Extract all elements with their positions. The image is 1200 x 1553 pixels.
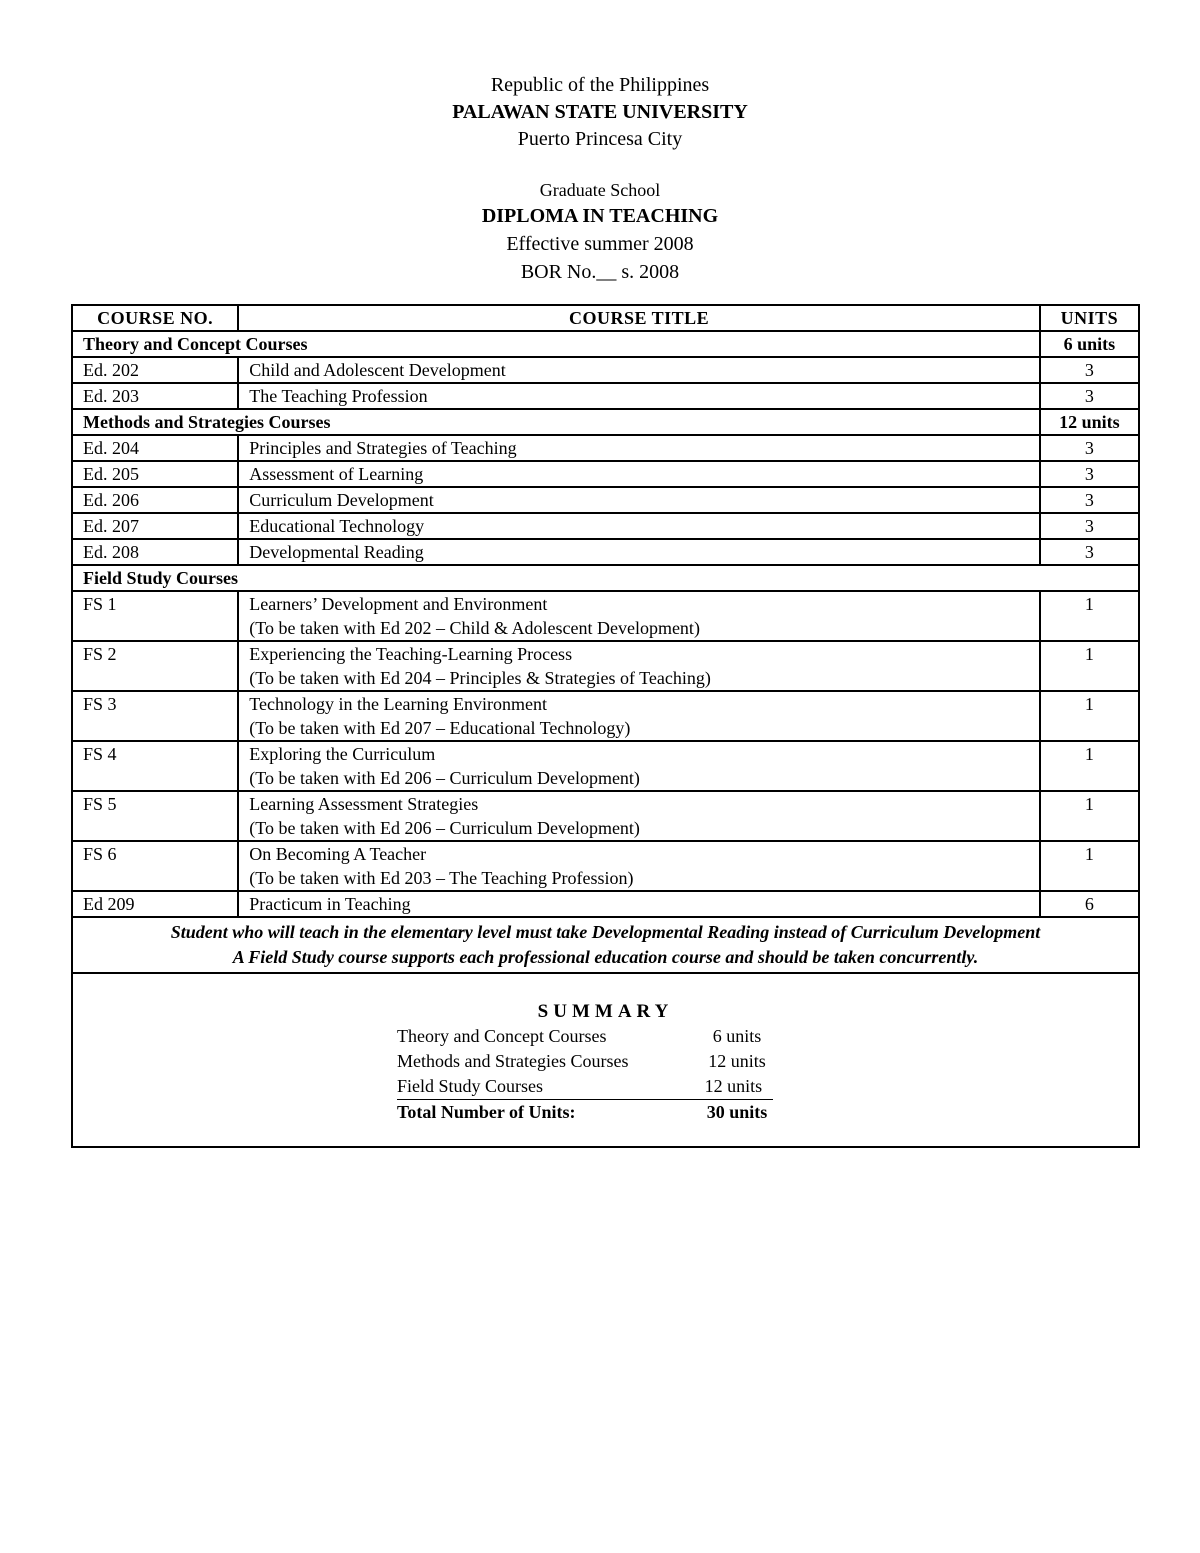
course-units: 3	[1040, 513, 1139, 539]
course-note: (To be taken with Ed 202 – Child & Adolescent Development)	[249, 618, 700, 638]
course-units: 1	[1040, 741, 1139, 791]
document-header	[0, 72, 1200, 286]
summary-value: 6 units	[712, 1026, 762, 1046]
summary-item	[397, 1049, 777, 1074]
table-row-practicum	[72, 891, 1139, 917]
course-units: 3	[1040, 461, 1139, 487]
course-title: The Teaching Profession	[238, 383, 1040, 409]
course-units: 1	[1040, 791, 1139, 841]
course-title: Assessment of Learning	[238, 461, 1040, 487]
table-row	[72, 591, 1139, 641]
course-title: Practicum in Teaching	[238, 891, 1040, 917]
course-note: (To be taken with Ed 206 – Curriculum Development)	[249, 818, 640, 838]
course-note: (To be taken with Ed 203 – The Teaching Profession)	[249, 868, 634, 888]
course-title: Exploring the Curriculum	[249, 744, 436, 764]
summary-item	[397, 1074, 773, 1100]
course-title: Learners’ Development and Environment	[249, 594, 548, 614]
category-label: Field Study Courses	[72, 565, 1139, 591]
notes-row	[72, 917, 1139, 973]
course-no: Ed. 205	[72, 461, 238, 487]
course-units: 3	[1040, 487, 1139, 513]
course-title: Child and Adolescent Development	[238, 357, 1040, 383]
course-units: 1	[1040, 691, 1139, 741]
course-title-cell	[238, 691, 1040, 741]
table-row	[72, 741, 1139, 791]
course-no: FS 3	[72, 691, 238, 741]
table-row	[72, 487, 1139, 513]
course-note: (To be taken with Ed 206 – Curriculum Development)	[249, 768, 640, 788]
note-line: A Field Study course supports each professional education course and should be taken concurrently.	[232, 947, 979, 967]
program-title: DIPLOMA IN TEACHING	[481, 205, 719, 227]
course-title-cell	[238, 791, 1040, 841]
course-units: 1	[1040, 591, 1139, 641]
course-units: 3	[1040, 357, 1139, 383]
course-no: FS 4	[72, 741, 238, 791]
table-row	[72, 539, 1139, 565]
course-units: 6	[1040, 891, 1139, 917]
course-title: Developmental Reading	[238, 539, 1040, 565]
course-note: (To be taken with Ed 204 – Principles & Strategies of Teaching)	[249, 668, 711, 688]
table-row	[72, 383, 1139, 409]
course-title-cell	[238, 841, 1040, 891]
summary-list	[397, 1024, 777, 1125]
note-line: Student who will teach in the elementary level must take Developmental Reading instead of Curriculum Development	[170, 922, 1041, 942]
course-units: 1	[1040, 841, 1139, 891]
course-no: FS 6	[72, 841, 238, 891]
course-units: 3	[1040, 383, 1139, 409]
category-units: 12 units	[1040, 409, 1139, 435]
summary-total	[397, 1100, 777, 1125]
course-title: Technology in the Learning Environment	[249, 694, 547, 714]
course-title: Experiencing the Teaching-Learning Process	[249, 644, 573, 664]
notes-cell	[72, 917, 1139, 973]
course-title-cell	[238, 641, 1040, 691]
summary-title: SUMMARY	[537, 1001, 674, 1022]
category-units: 6 units	[1040, 331, 1139, 357]
category-row-theory	[72, 331, 1139, 357]
course-title: Learning Assessment Strategies	[249, 794, 479, 814]
table-row	[72, 461, 1139, 487]
bor-line: BOR No.__ s. 2008	[520, 261, 680, 283]
category-label: Theory and Concept Courses	[72, 331, 1040, 357]
course-table	[71, 304, 1140, 1148]
summary-label: Methods and Strategies Courses	[397, 1051, 629, 1071]
city-line: Puerto Princesa City	[517, 128, 683, 150]
course-title: On Becoming A Teacher	[249, 844, 427, 864]
summary-value: 12 units	[694, 1074, 773, 1100]
summary-label: Field Study Courses	[397, 1074, 694, 1100]
course-title-cell	[238, 591, 1040, 641]
course-note: (To be taken with Ed 207 – Educational Technology)	[249, 718, 631, 738]
course-no: Ed. 203	[72, 383, 238, 409]
course-no: FS 5	[72, 791, 238, 841]
table-row	[72, 435, 1139, 461]
school-line: Graduate School	[539, 180, 661, 200]
category-row-field-study	[72, 565, 1139, 591]
category-row-methods	[72, 409, 1139, 435]
course-no: Ed. 208	[72, 539, 238, 565]
course-no: Ed. 204	[72, 435, 238, 461]
course-units: 1	[1040, 641, 1139, 691]
summary-item	[397, 1024, 777, 1049]
course-title-cell	[238, 741, 1040, 791]
summary-total-value: 30 units	[706, 1102, 768, 1122]
table-row	[72, 357, 1139, 383]
summary-cell	[72, 973, 1139, 1147]
summary-label: Theory and Concept Courses	[397, 1026, 607, 1046]
table-row	[72, 513, 1139, 539]
course-units: 3	[1040, 539, 1139, 565]
course-no: Ed 209	[72, 891, 238, 917]
university-name: PALAWAN STATE UNIVERSITY	[452, 101, 748, 123]
course-title: Educational Technology	[238, 513, 1040, 539]
course-no: FS 2	[72, 641, 238, 691]
table-row	[72, 841, 1139, 891]
course-no: Ed. 202	[72, 357, 238, 383]
summary-total-label: Total Number of Units:	[397, 1102, 576, 1122]
course-no: FS 1	[72, 591, 238, 641]
country-line: Republic of the Philippines	[490, 74, 710, 96]
course-no: Ed. 206	[72, 487, 238, 513]
table-row	[72, 641, 1139, 691]
summary-value: 12 units	[708, 1051, 766, 1071]
summary-row	[72, 973, 1139, 1147]
category-label: Methods and Strategies Courses	[72, 409, 1040, 435]
column-header-units: UNITS	[1040, 305, 1139, 331]
course-title: Principles and Strategies of Teaching	[238, 435, 1040, 461]
effective-line: Effective summer 2008	[506, 233, 694, 255]
column-header-course-title: COURSE TITLE	[238, 305, 1040, 331]
table-header-row	[72, 305, 1139, 331]
course-no: Ed. 207	[72, 513, 238, 539]
table-row	[72, 691, 1139, 741]
course-units: 3	[1040, 435, 1139, 461]
table-row	[72, 791, 1139, 841]
column-header-course-no: COURSE NO.	[72, 305, 238, 331]
course-title: Curriculum Development	[238, 487, 1040, 513]
